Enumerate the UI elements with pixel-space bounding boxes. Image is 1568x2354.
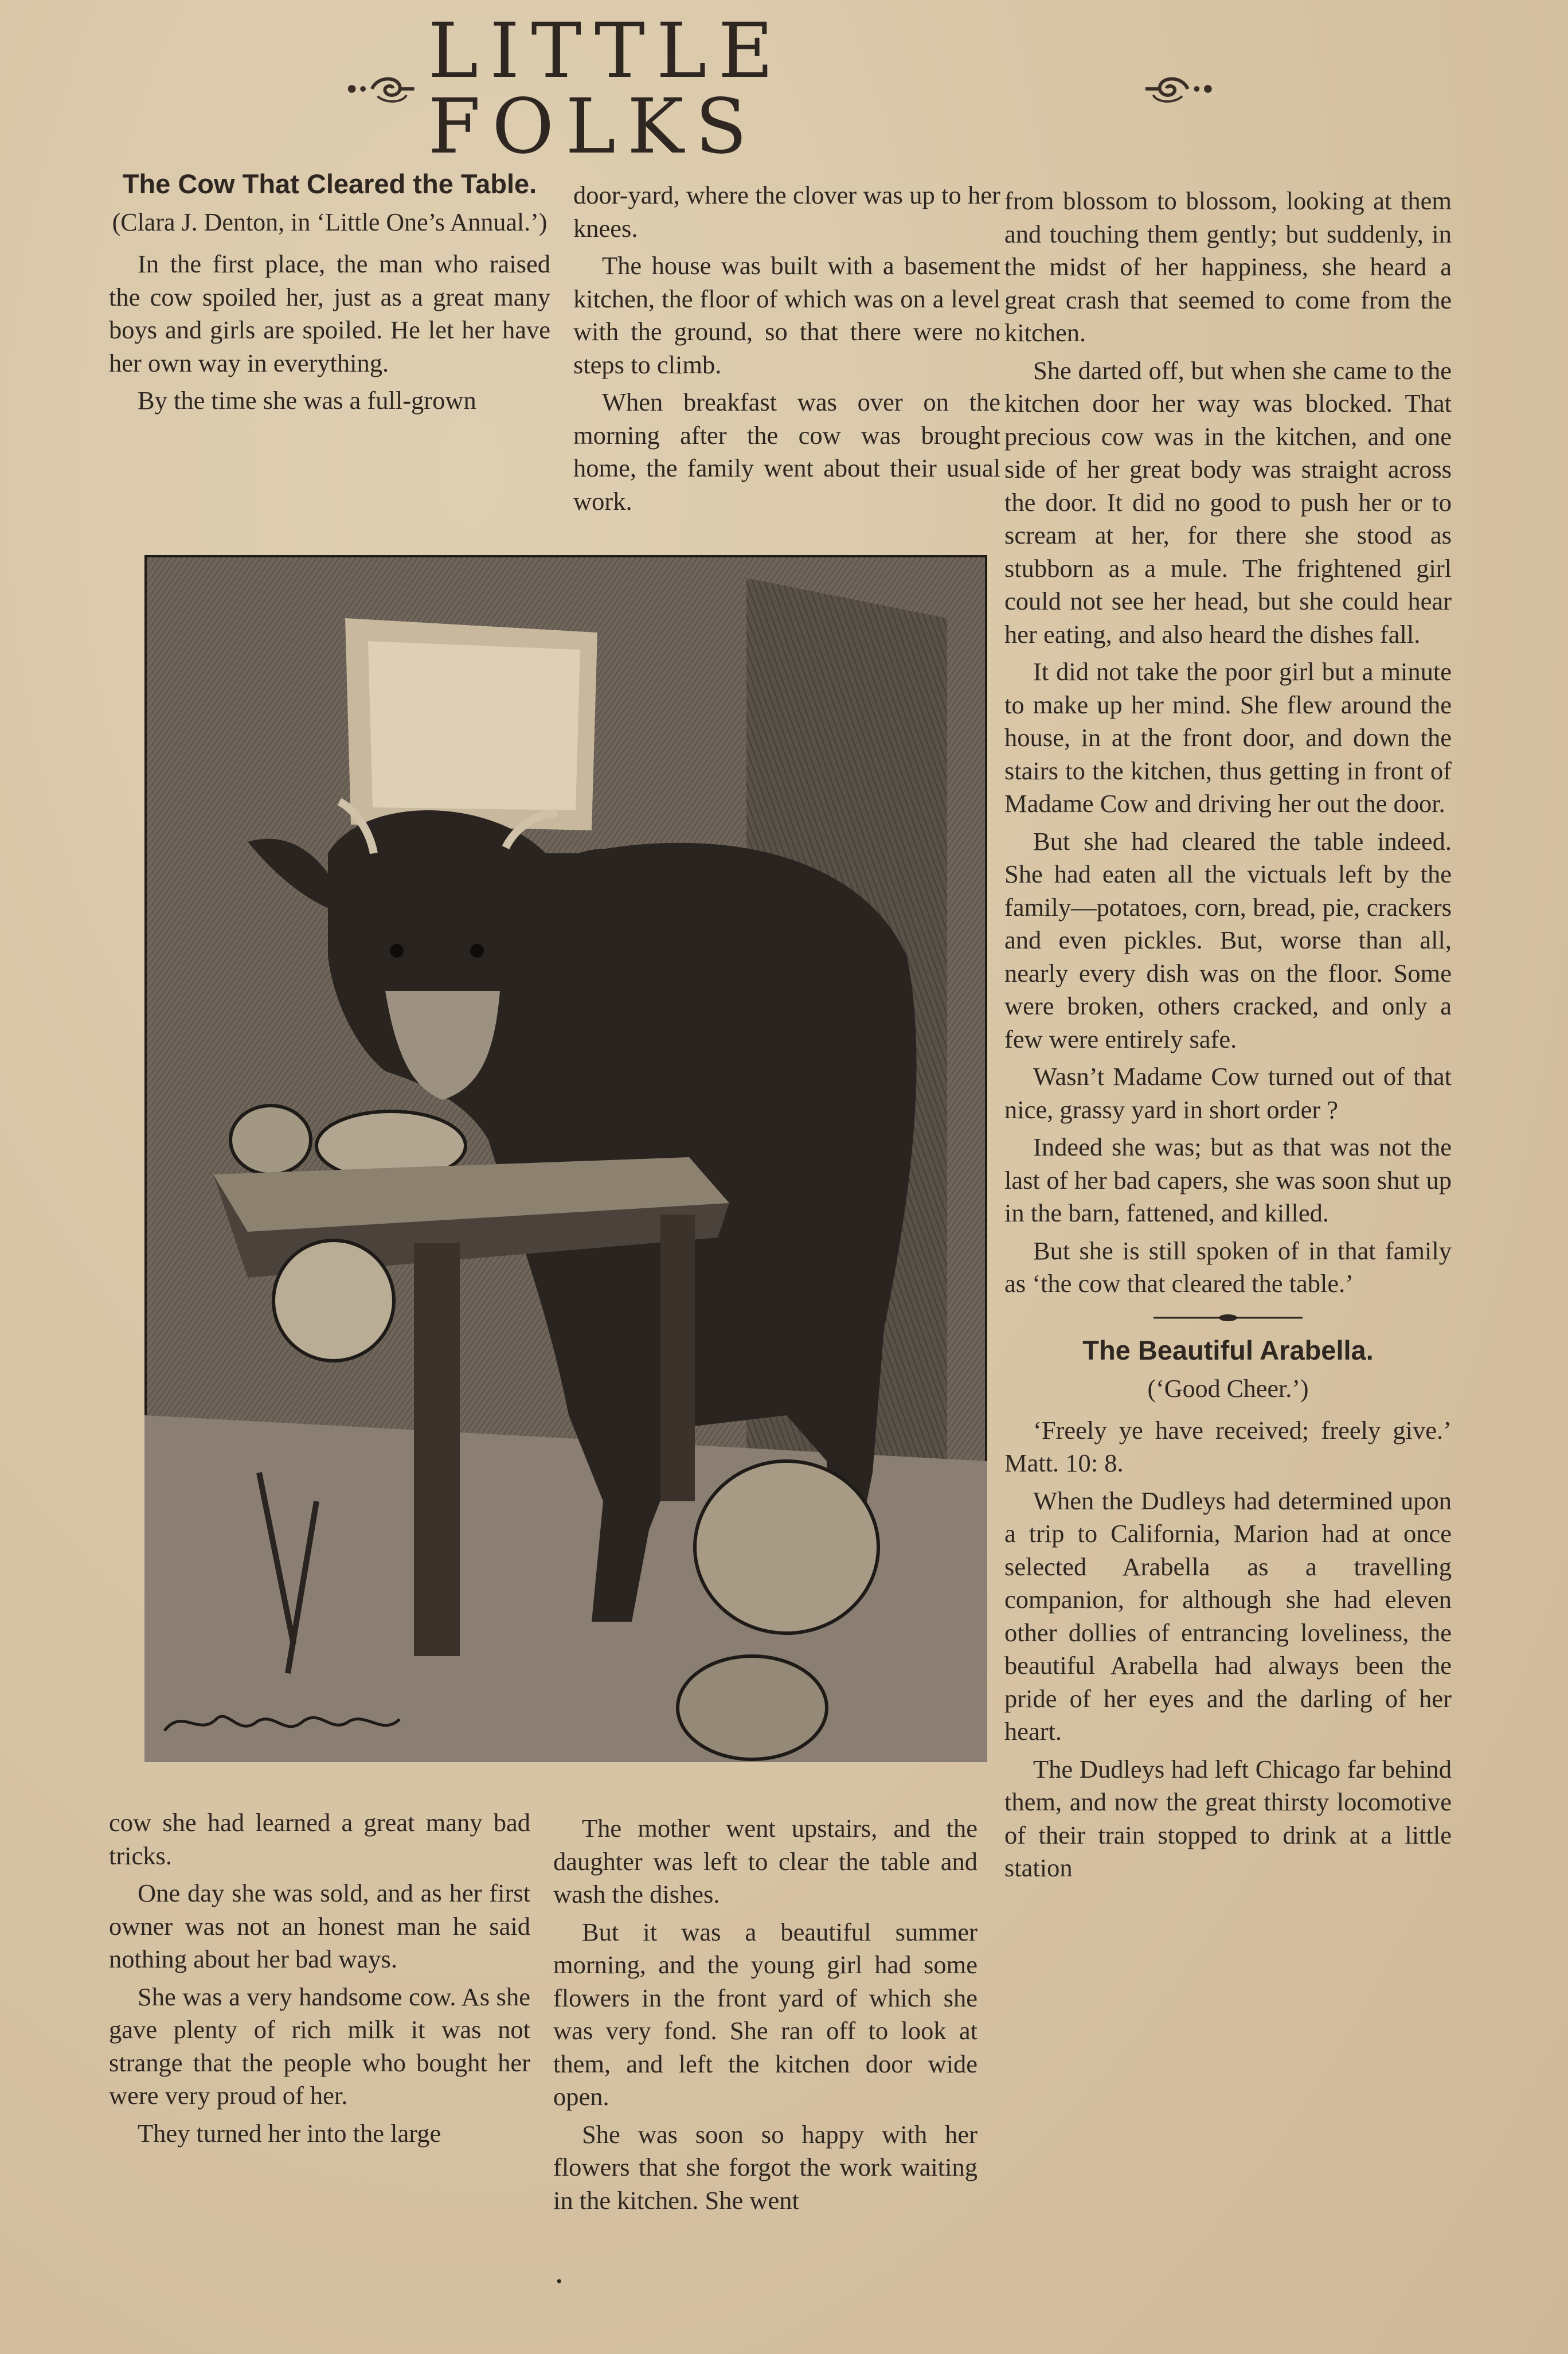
story2-title: The Beautiful Arabella. bbox=[1082, 1334, 1374, 1365]
paragraph: They turned her into the large bbox=[138, 2118, 441, 2148]
artist-signature bbox=[159, 1696, 423, 1748]
story1-title: The Cow That Cleared the Table. bbox=[122, 169, 537, 199]
paragraph: ‘Freely ye have received; freely give.’ Matt. 10: 8. bbox=[1004, 1415, 1452, 1477]
section-divider-rule bbox=[1153, 1313, 1303, 1322]
paragraph: When breakfast was over on the morning after the cow was brought home, the family went about their usual work. bbox=[573, 388, 1000, 516]
paragraph: The Dudleys had left Chicago far behind them, and now the great thirsty locomotive of their train stopped to drink at a little station bbox=[1004, 1754, 1452, 1882]
paragraph: In the first place, the man who raised the cow spoiled her, just as a great many boys and girls are spoiled. He let her have her own way in everything. bbox=[109, 249, 550, 377]
paragraph: But she is still spoken of in that family as ‘the cow that cleared the table.’ bbox=[1004, 1236, 1452, 1298]
masthead-title: LITTLE FOLKS bbox=[428, 7, 785, 171]
paragraph: The mother went upstairs, and the daughter was left to clear the table and wash the dishes. bbox=[553, 1814, 977, 1908]
paragraph: One day she was sold, and as her first owner was not an honest man he said nothing about her bad ways. bbox=[109, 1879, 530, 1973]
paragraph: She was a very handsome cow. As she gave plenty of rich milk it was not strange that the people who bought her were very proud of her. bbox=[109, 1982, 530, 2110]
story1-column1-bottom bbox=[109, 1806, 530, 2150]
story1-column2-bottom bbox=[553, 1812, 977, 2217]
paragraph: from blossom to blossom, looking at them and touching them gently; but suddenly, in the midst of her happiness, she heard a great crash that seemed to come from the kitchen. bbox=[1004, 186, 1452, 347]
right-scroll-ornament-icon bbox=[1143, 69, 1216, 109]
paragraph: She darted off, but when she came to the kitchen door her way was blocked. That precious cow was in the kitchen, and one side of her great body was straight across the door. It did no good to push her or to scream at her, for there she stood as stubborn as a mule. The frightened girl could not see her head, but she could hear her eating, and also heard the dishes fall. bbox=[1004, 356, 1452, 649]
story1-byline: (Clara J. Denton, in ‘Little One’s Annual.’) bbox=[112, 208, 548, 236]
paragraph: door-yard, where the clover was up to her knees. bbox=[573, 181, 1000, 243]
cow-engraving-illustration bbox=[144, 555, 987, 1762]
paragraph: cow she had learned a great many bad tricks. bbox=[109, 1808, 530, 1870]
paragraph: But it was a beautiful summer morning, and the young girl had some flowers in the front yard of which she was very fond. She ran off to look at them, and left the kitchen door wide open. bbox=[553, 1917, 977, 2111]
paragraph: Indeed she was; but as that was not the last of her bad capers, she was soon shut up in the barn, fattened, and killed. bbox=[1004, 1133, 1452, 1227]
paragraph: It did not take the poor girl but a minute to make up her mind. She flew around the house, in at the front door, and down the stairs to the kitchen, thus getting in front of Madame Cow and driving her out the door. bbox=[1004, 657, 1452, 818]
story1-column1-top bbox=[109, 167, 550, 417]
paragraph: By the time she was a full-grown bbox=[138, 386, 476, 415]
story2-byline: (‘Good Cheer.’) bbox=[1147, 1374, 1309, 1403]
paragraph: Wasn’t Madame Cow turned out of that nice, grassy yard in short order ? bbox=[1004, 1062, 1452, 1124]
paragraph: She was soon so happy with her flowers that she forgot the work waiting in the kitchen. She went bbox=[553, 2119, 977, 2215]
paragraph: But she had cleared the table indeed. She had eaten all the victuals left by the family—potatoes, corn, bread, pie, crackers and even pickles. But, worse than all, nearly every dish was on the floor. Some were broken, others cracked, and only a few were entirely safe. bbox=[1004, 826, 1452, 1053]
masthead bbox=[344, 7, 1215, 171]
paragraph: When the Dudleys had determined upon a trip to California, Marion had at once selected Arabella as a travelling companion, for although she had eleven other dollies of entrancing loveliness, the beautiful Arabella had always been the pride of her eyes and the darling of her heart. bbox=[1004, 1486, 1452, 1746]
column3 bbox=[1004, 185, 1452, 1885]
page-speck-mark: • bbox=[556, 2272, 562, 2291]
story1-column2-top bbox=[573, 179, 1000, 518]
left-scroll-ornament-icon bbox=[344, 69, 417, 109]
paragraph: The house was built with a basement kitchen, the floor of which was on a level with the ground, so that there were no steps to climb. bbox=[573, 251, 1000, 379]
